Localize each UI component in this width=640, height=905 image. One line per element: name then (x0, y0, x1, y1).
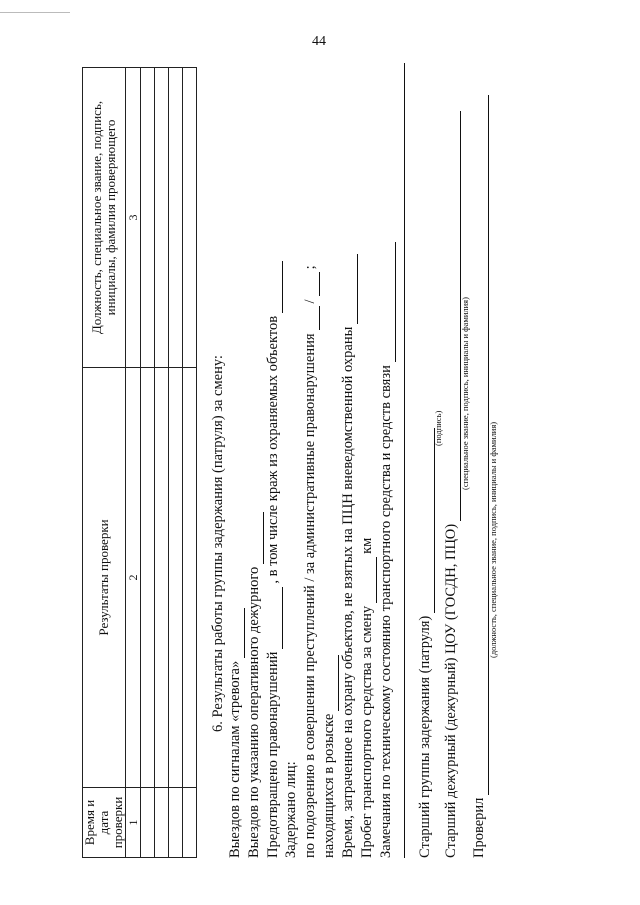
senior-group-caption: (подпись) (433, 410, 443, 446)
duty-orders-line (245, 509, 264, 858)
page-number: 44 (312, 34, 326, 49)
col-number-3: 3 (126, 68, 141, 368)
suspicion-label: по подозрению в совершении преступлений / за административные правонарушения (302, 333, 318, 858)
table-row (155, 68, 169, 858)
prevented-label: Предотвращено правонарушений (265, 651, 281, 858)
col-header-inspector: Должность, специальное звание, подпись, инициалы, фамилия проверяющего (83, 68, 126, 368)
senior-group-label: Старший группы задержания (патруля) (417, 615, 433, 858)
time-spent-label: Время, затраченное на охрану объектов, не взятых на ПЦН вневедомственной охраны (340, 326, 356, 858)
remarks-label: Замечания по техническому состоянию транспортного средства и средств связи (378, 365, 394, 858)
scan-edge-line (0, 12, 70, 13)
suspicion-admin-field[interactable] (305, 272, 320, 296)
duty-orders-field[interactable] (249, 512, 264, 564)
time-spent-line (339, 251, 358, 858)
senior-duty-line (442, 108, 461, 858)
table-row (169, 68, 183, 858)
col-number-2: 2 (126, 368, 141, 788)
checked-line (470, 92, 489, 858)
suspicion-line: по подозрению в совершении преступлений / за административные правонарушения / ; (302, 265, 318, 858)
mileage-label: Пробег транспортного средства за смену (359, 605, 375, 858)
table-row (183, 68, 197, 858)
mileage-line (358, 538, 377, 858)
section-separator (404, 63, 405, 858)
wanted-line (320, 652, 339, 858)
col-header-results: Результаты проверки (83, 368, 126, 788)
senior-duty-label: Старший дежурный (дежурный) ЦОУ (ГОСДН, ПЦО) (443, 523, 459, 858)
checked-caption: (должность, специальное звание, подпись, инициалы и фамилия) (488, 421, 498, 658)
time-spent-field[interactable] (343, 254, 358, 324)
checked-signature-field[interactable] (474, 95, 489, 795)
alarms-label: Выездов по сигналам «тревога» (227, 660, 243, 858)
senior-duty-caption: (специальное звание, подпись, инициалы и фамилия) (460, 297, 470, 490)
checked-label: Проверил (471, 797, 487, 858)
detained-line (282, 761, 301, 858)
remarks-line (377, 239, 396, 858)
alarms-line (226, 605, 245, 858)
senior-group-line (416, 425, 435, 858)
wanted-field[interactable] (324, 655, 339, 711)
section-title: 6. Результаты работы группы задержания (патруля) за смену: (210, 355, 226, 732)
senior-duty-signature-field[interactable] (446, 111, 461, 521)
remarks-field[interactable] (381, 242, 396, 362)
suspicion-crimes-field[interactable] (305, 306, 320, 330)
wanted-label: находящихся в розыске (321, 713, 337, 858)
table-row (141, 68, 155, 858)
thefts-field[interactable] (268, 261, 283, 313)
prevented-field[interactable] (268, 587, 283, 649)
inspection-table (82, 67, 197, 858)
alarms-field[interactable] (230, 608, 245, 658)
mileage-field[interactable] (362, 557, 377, 603)
prevented-line (264, 258, 283, 858)
rotated-form (82, 58, 522, 858)
duty-orders-label: Выездов по указанию оперативного дежурного (246, 566, 262, 858)
senior-group-signature-field[interactable] (420, 428, 435, 613)
detained-label: Задержано лиц: (283, 761, 299, 858)
mileage-unit: км (359, 537, 375, 554)
col-header-datetime: Время и дата проверки (83, 788, 126, 858)
prevented-suffix: , в том числе краж из охраняемых объектов (265, 315, 281, 584)
col-number-1: 1 (126, 788, 141, 858)
